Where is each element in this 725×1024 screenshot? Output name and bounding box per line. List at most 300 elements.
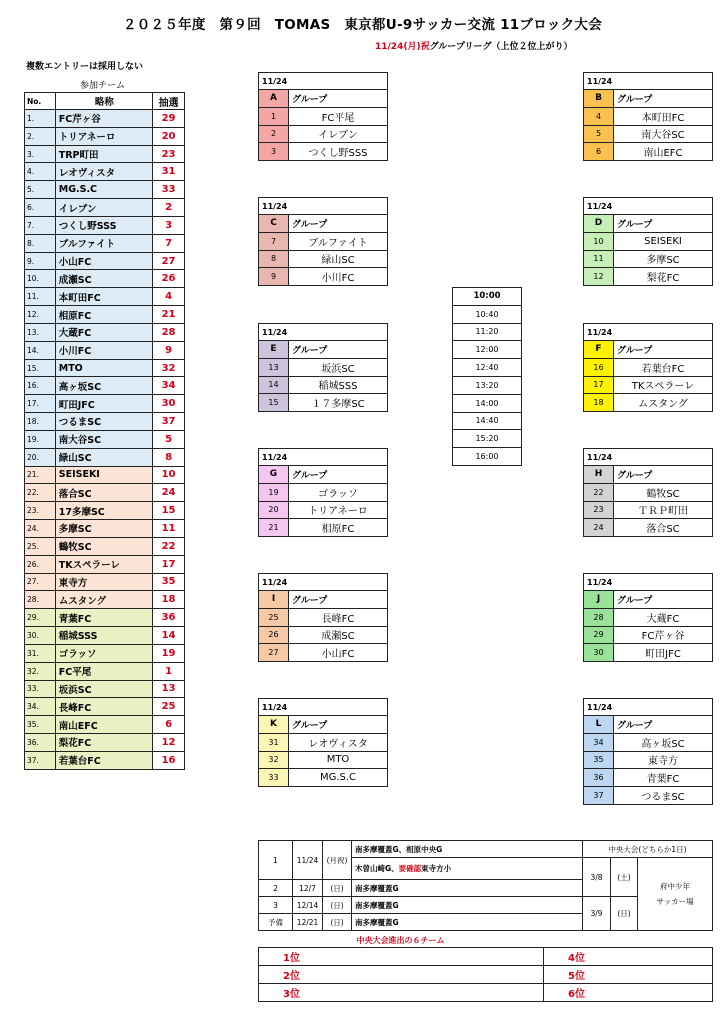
team-lot: 2 (153, 199, 185, 217)
team-number: 7. (25, 216, 56, 234)
time-row (453, 341, 522, 359)
team-lot: 30 (153, 395, 185, 413)
team-row (25, 288, 185, 306)
time-row (453, 448, 522, 466)
time-slot: 11:20 (453, 323, 522, 341)
schedule-table (258, 840, 713, 931)
group-label: グループ (289, 466, 388, 484)
group-team-name: 緑山SC (289, 250, 388, 268)
group-team-row (584, 358, 713, 376)
team-name: 坂浜SC (55, 680, 152, 698)
team-lot: 31 (153, 163, 185, 181)
round-cell: 1 (259, 841, 293, 880)
team-lot: 32 (153, 359, 185, 377)
date-cell: 12/14 (293, 897, 323, 914)
team-lot: 5 (153, 430, 185, 448)
time-slot: 15:20 (453, 430, 522, 448)
team-name: 大蔵FC (55, 323, 152, 341)
group-date: 11/24 (259, 198, 388, 215)
team-number: 27. (25, 573, 56, 591)
team-row (25, 234, 185, 252)
group-team-number: 36 (584, 769, 614, 787)
team-number: 17. (25, 395, 56, 413)
venue-cell: 南多摩覆蓋G (352, 880, 583, 897)
team-lot: 35 (153, 573, 185, 591)
group-team-name: 東寺方 (614, 751, 713, 769)
team-name: 成瀬SC (55, 270, 152, 288)
team-number: 32. (25, 662, 56, 680)
team-number: 36. (25, 733, 56, 751)
time-row (453, 412, 522, 430)
central-date: 3/8 (583, 858, 611, 897)
group-team-row (584, 232, 713, 250)
time-row (453, 305, 522, 323)
group-team-name: ブルファイト (289, 232, 388, 250)
team-number: 24. (25, 520, 56, 538)
advance-table (258, 947, 713, 1002)
group-team-number: 7 (259, 232, 289, 250)
group-date: 11/24 (584, 699, 713, 716)
group-team-row (259, 394, 388, 412)
team-number: 16. (25, 377, 56, 395)
group-letter: A (259, 90, 289, 108)
date-cell: 12/7 (293, 880, 323, 897)
team-number: 14. (25, 341, 56, 359)
group-team-row (259, 143, 388, 161)
team-name: 相原FC (55, 306, 152, 324)
time-slot: 16:00 (453, 448, 522, 466)
team-number: 9. (25, 252, 56, 270)
team-lot: 17 (153, 555, 185, 573)
group-team-name: 小山FC (289, 644, 388, 662)
advance-slot: 3位 (259, 984, 544, 1002)
central-day: (日) (611, 897, 638, 931)
group-team-name: 稲城SSS (289, 376, 388, 394)
group-team-number: 9 (259, 268, 289, 286)
team-lot: 10 (153, 466, 185, 484)
group-team-name: 南山EFC (614, 143, 713, 161)
group-team-number: 21 (259, 519, 289, 537)
time-row (453, 288, 522, 306)
team-number: 29. (25, 609, 56, 627)
group-team-row (584, 250, 713, 268)
advance-slot: 6位 (544, 984, 713, 1002)
group-team-name: つるまSC (614, 787, 713, 805)
team-row (25, 163, 185, 181)
day-cell: (月祝) (323, 841, 352, 880)
time-row (453, 323, 522, 341)
group-team-number: 26 (259, 626, 289, 644)
header-lot: 抽選 (153, 93, 185, 110)
venue-cell: 南多摩覆蓋G (352, 914, 583, 931)
group-team-name: ムスタング (614, 394, 713, 412)
group-date: 11/24 (259, 73, 388, 90)
group-c-box (258, 197, 388, 286)
team-row (25, 662, 185, 680)
group-letter: L (584, 716, 614, 734)
team-row (25, 609, 185, 627)
team-row (25, 627, 185, 645)
advance-slot: 4位 (544, 948, 713, 966)
team-row (25, 145, 185, 163)
group-team-number: 5 (584, 125, 614, 143)
team-row (25, 127, 185, 145)
team-number: 13. (25, 323, 56, 341)
group-team-row (259, 626, 388, 644)
group-team-row (584, 733, 713, 751)
team-name: 南大谷SC (55, 430, 152, 448)
group-team-name: 小川FC (289, 268, 388, 286)
group-team-row (259, 501, 388, 519)
group-team-row (259, 250, 388, 268)
group-date: 11/24 (584, 73, 713, 90)
team-number: 33. (25, 680, 56, 698)
team-name: 町田JFC (55, 395, 152, 413)
team-lot: 12 (153, 733, 185, 751)
time-slot: 13:20 (453, 376, 522, 394)
group-team-row (584, 483, 713, 501)
team-lot: 28 (153, 323, 185, 341)
group-date: 11/24 (259, 699, 388, 716)
group-team-number: 23 (584, 501, 614, 519)
team-list (24, 92, 185, 770)
team-row (25, 733, 185, 751)
team-lot: 19 (153, 644, 185, 662)
group-team-number: 12 (584, 268, 614, 286)
group-team-row (584, 644, 713, 662)
group-team-name: 大蔵FC (614, 608, 713, 626)
group-team-number: 22 (584, 483, 614, 501)
team-lot: 20 (153, 127, 185, 145)
central-venue-line1: 府中少年 (660, 882, 690, 891)
group-team-row (259, 644, 388, 662)
group-g-box (258, 448, 388, 537)
day-cell: (日) (323, 880, 352, 897)
team-list-header (25, 93, 185, 110)
team-lot: 3 (153, 216, 185, 234)
group-letter: E (259, 341, 289, 359)
group-team-name: ＴＲＰ町田 (614, 501, 713, 519)
team-name: 長峰FC (55, 698, 152, 716)
group-team-name: TKスペラーレ (614, 376, 713, 394)
team-number: 35. (25, 716, 56, 734)
team-name: MTO (55, 359, 152, 377)
time-slot: 10:00 (453, 288, 522, 306)
group-team-number: 17 (584, 376, 614, 394)
header-name: 略称 (55, 93, 152, 110)
group-letter: B (584, 90, 614, 108)
team-lot: 29 (153, 110, 185, 128)
group-team-row (259, 376, 388, 394)
group-team-row (259, 769, 388, 787)
team-lot: 25 (153, 698, 185, 716)
team-row (25, 110, 185, 128)
group-letter: K (259, 716, 289, 734)
group-team-row (584, 125, 713, 143)
team-lot: 23 (153, 145, 185, 163)
group-team-name: 若葉台FC (614, 358, 713, 376)
group-team-number: 32 (259, 751, 289, 769)
group-team-number: 25 (259, 608, 289, 626)
group-team-number: 19 (259, 483, 289, 501)
team-name: FC芹ヶ谷 (55, 110, 152, 128)
venue-cell: 南多摩覆蓋G、相原中央G (352, 841, 583, 858)
team-row (25, 537, 185, 555)
team-lot: 15 (153, 502, 185, 520)
group-team-number: 16 (584, 358, 614, 376)
page-title: ２０２５年度 第９回 TOMAS 東京都U-9サッカー交流 11ブロック大会 (122, 17, 603, 33)
team-lot: 27 (153, 252, 185, 270)
group-team-name: 高ヶ坂SC (614, 733, 713, 751)
team-number: 28. (25, 591, 56, 609)
group-team-name: MG.S.C (289, 769, 388, 787)
group-j-box (583, 573, 713, 662)
venue-cell: 南多摩覆蓋G (352, 897, 583, 914)
group-team-row (259, 608, 388, 626)
central-venue (638, 858, 713, 931)
round-cell: 3 (259, 897, 293, 914)
group-team-name: 成瀬SC (289, 626, 388, 644)
group-b-box (583, 72, 713, 161)
team-name: 稲城SSS (55, 627, 152, 645)
team-name: FC平尾 (55, 662, 152, 680)
group-label: グループ (614, 341, 713, 359)
header-no: No. (25, 93, 56, 110)
group-team-number: 18 (584, 394, 614, 412)
group-team-number: 15 (259, 394, 289, 412)
team-name: 小川FC (55, 341, 152, 359)
team-number: 6. (25, 199, 56, 217)
team-lot: 1 (153, 662, 185, 680)
team-number: 5. (25, 181, 56, 199)
group-team-number: 14 (259, 376, 289, 394)
group-l-box (583, 698, 713, 805)
team-number: 18. (25, 413, 56, 431)
time-slot: 12:40 (453, 359, 522, 377)
team-lot: 18 (153, 591, 185, 609)
team-number: 30. (25, 627, 56, 645)
team-number: 15. (25, 359, 56, 377)
team-number: 25. (25, 537, 56, 555)
group-h-box (583, 448, 713, 537)
group-team-row (259, 751, 388, 769)
group-team-number: 2 (259, 125, 289, 143)
time-table (452, 287, 522, 466)
group-team-name: SEISEKI (614, 232, 713, 250)
team-row (25, 502, 185, 520)
time-row (453, 430, 522, 448)
team-lot: 7 (153, 234, 185, 252)
team-name: ブルファイト (55, 234, 152, 252)
team-number: 12. (25, 306, 56, 324)
team-row (25, 644, 185, 662)
team-name: レオヴィスタ (55, 163, 152, 181)
team-number: 11. (25, 288, 56, 306)
time-slot: 12:00 (453, 341, 522, 359)
advance-slot: 2位 (259, 966, 544, 984)
group-team-row (584, 143, 713, 161)
team-number: 4. (25, 163, 56, 181)
team-name: 多摩SC (55, 520, 152, 538)
group-d-box (583, 197, 713, 286)
confirm-needed: 要確認 (398, 864, 422, 873)
team-number: 31. (25, 644, 56, 662)
group-team-row (584, 107, 713, 125)
group-team-name: MTO (289, 751, 388, 769)
group-team-name: FC平尾 (289, 107, 388, 125)
group-team-name: 青葉FC (614, 769, 713, 787)
group-a-box (258, 72, 388, 161)
team-name: 落合SC (55, 484, 152, 502)
group-team-number: 27 (259, 644, 289, 662)
team-row (25, 448, 185, 466)
group-team-number: 20 (259, 501, 289, 519)
group-team-number: 4 (584, 107, 614, 125)
team-row (25, 430, 185, 448)
team-row (25, 395, 185, 413)
team-number: 19. (25, 430, 56, 448)
advance-title: 中央大会進出の６チーム (356, 936, 445, 945)
team-lot: 11 (153, 520, 185, 538)
advance-row (259, 948, 713, 966)
team-row (25, 716, 185, 734)
group-team-name: 長峰FC (289, 608, 388, 626)
group-label: グループ (614, 466, 713, 484)
group-team-number: 6 (584, 143, 614, 161)
group-date: 11/24 (259, 449, 388, 466)
group-team-row (259, 268, 388, 286)
day-cell: (日) (323, 914, 352, 931)
team-name: イレブン (55, 199, 152, 217)
group-team-row (584, 501, 713, 519)
team-name: 南山EFC (55, 716, 152, 734)
team-number: 20. (25, 448, 56, 466)
team-number: 23. (25, 502, 56, 520)
venue-cell-2 (352, 858, 583, 880)
group-label: グループ (614, 90, 713, 108)
group-i-box (258, 573, 388, 662)
team-name: 梨花FC (55, 733, 152, 751)
group-team-row (584, 268, 713, 286)
group-letter: C (259, 215, 289, 233)
group-team-number: 37 (584, 787, 614, 805)
team-lot: 24 (153, 484, 185, 502)
subtitle-text: グループリーグ（上位２位上がり） (429, 42, 573, 52)
team-lot: 14 (153, 627, 185, 645)
central-venue-line2: サッカー場 (656, 897, 694, 906)
participants-label: 参加チーム (80, 81, 126, 91)
group-team-number: 30 (584, 644, 614, 662)
group-team-name: ゴラッソ (289, 483, 388, 501)
group-date: 11/24 (584, 324, 713, 341)
group-team-row (259, 483, 388, 501)
group-team-name: つくし野SSS (289, 143, 388, 161)
team-row (25, 573, 185, 591)
group-label: グループ (289, 215, 388, 233)
group-team-number: 33 (259, 769, 289, 787)
date-cell: 11/24 (293, 841, 323, 880)
team-row (25, 323, 185, 341)
team-number: 1. (25, 110, 56, 128)
team-row (25, 484, 185, 502)
team-row (25, 698, 185, 716)
group-letter: H (584, 466, 614, 484)
team-name: 鶴牧SC (55, 537, 152, 555)
group-f-box (583, 323, 713, 412)
advance-row (259, 984, 713, 1002)
team-number: 8. (25, 234, 56, 252)
group-team-row (259, 358, 388, 376)
team-number: 10. (25, 270, 56, 288)
group-team-number: 29 (584, 626, 614, 644)
group-team-number: 11 (584, 250, 614, 268)
team-name: つくし野SSS (55, 216, 152, 234)
group-team-row (584, 608, 713, 626)
team-number: 26. (25, 555, 56, 573)
group-team-row (259, 107, 388, 125)
group-team-number: 24 (584, 519, 614, 537)
group-team-row (259, 519, 388, 537)
team-lot: 21 (153, 306, 185, 324)
group-team-row (584, 394, 713, 412)
group-team-number: 10 (584, 232, 614, 250)
team-name: つるまSC (55, 413, 152, 431)
group-letter: G (259, 466, 289, 484)
group-team-name: 南大谷SC (614, 125, 713, 143)
team-row (25, 466, 185, 484)
group-letter: I (259, 591, 289, 609)
team-lot: 36 (153, 609, 185, 627)
group-team-number: 34 (584, 733, 614, 751)
group-date: 11/24 (259, 574, 388, 591)
team-number: 21. (25, 466, 56, 484)
team-row (25, 751, 185, 769)
team-name: MG.S.C (55, 181, 152, 199)
team-name: ムスタング (55, 591, 152, 609)
team-name: 本町田FC (55, 288, 152, 306)
team-name: 17多摩SC (55, 502, 152, 520)
team-row (25, 591, 185, 609)
team-lot: 22 (153, 537, 185, 555)
team-name: TRP町田 (55, 145, 152, 163)
team-lot: 34 (153, 377, 185, 395)
group-team-number: 13 (259, 358, 289, 376)
group-date: 11/24 (584, 198, 713, 215)
day-cell: (日) (323, 897, 352, 914)
advance-row (259, 966, 713, 984)
entry-note: 複数エントリーは採用しない (26, 62, 144, 72)
venue-part: 東寺方小 (421, 864, 452, 873)
group-letter: F (584, 341, 614, 359)
group-letter: J (584, 591, 614, 609)
team-lot: 16 (153, 751, 185, 769)
team-row (25, 359, 185, 377)
group-label: グループ (614, 215, 713, 233)
group-team-row (584, 519, 713, 537)
subtitle-date: 11/24(月)祝 (375, 42, 430, 52)
venue-part: 木曽山崎G、 (355, 864, 399, 873)
group-label: グループ (614, 716, 713, 734)
team-row (25, 199, 185, 217)
team-lot: 6 (153, 716, 185, 734)
time-row (453, 376, 522, 394)
team-name: 高ヶ坂SC (55, 377, 152, 395)
date-cell: 12/21 (293, 914, 323, 931)
central-day: (土) (611, 858, 638, 897)
group-team-number: 28 (584, 608, 614, 626)
team-row (25, 270, 185, 288)
time-slot: 14:40 (453, 412, 522, 430)
